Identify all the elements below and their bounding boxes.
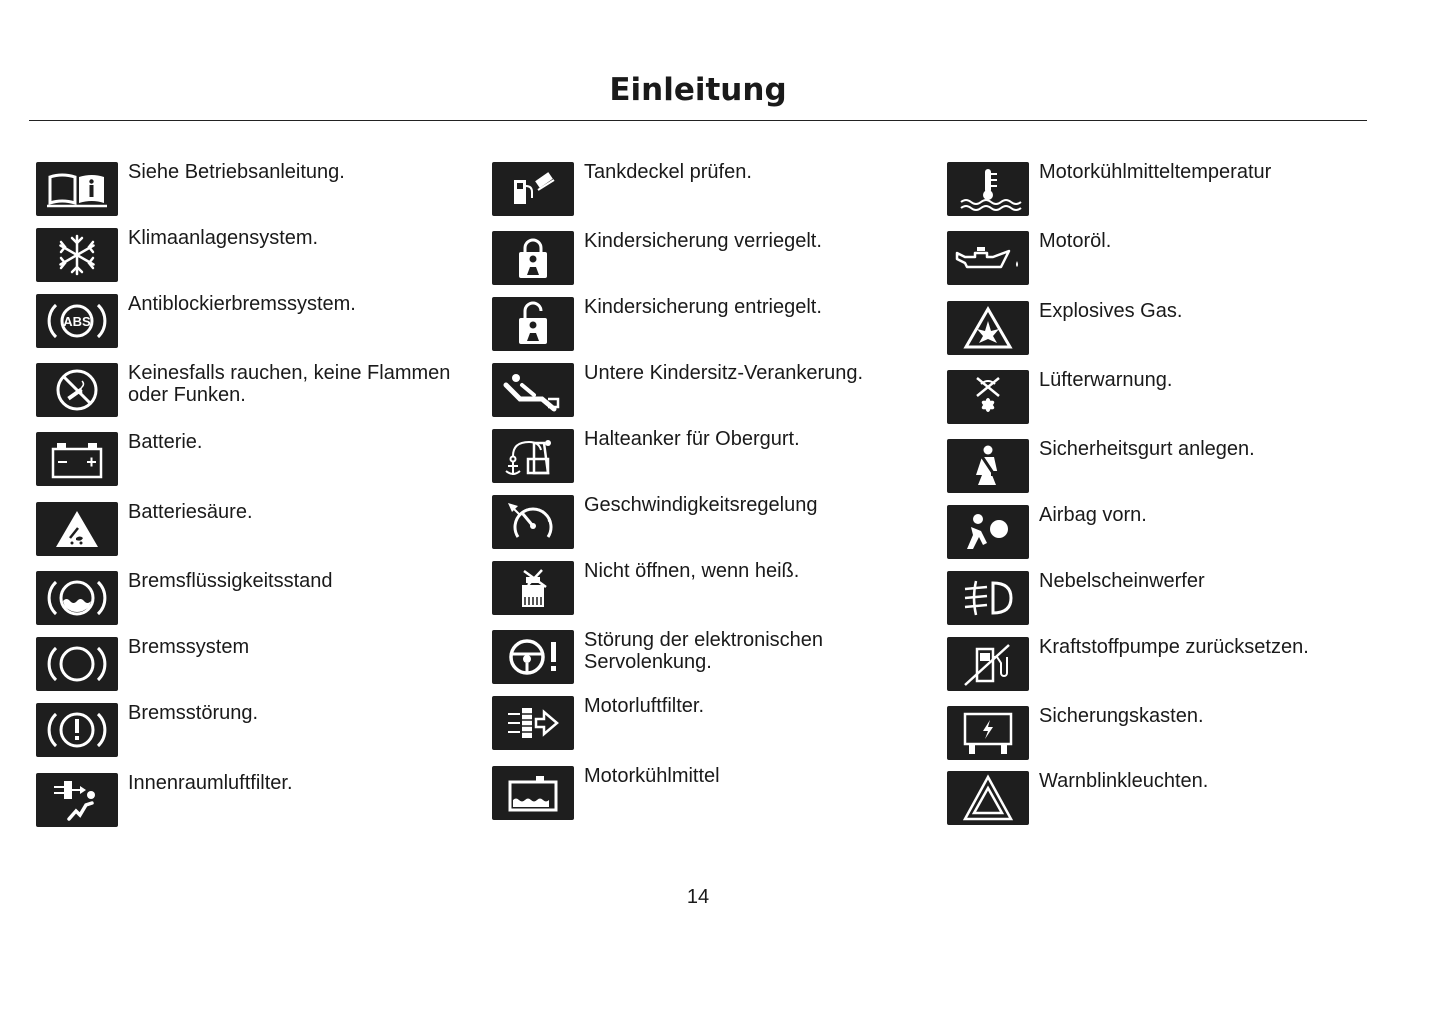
fuel-cap-icon [492, 162, 574, 216]
tether-anchor-icon [492, 429, 574, 483]
do-not-open-hot-icon [492, 561, 574, 615]
battery-acid-icon [36, 502, 118, 556]
symbol-label: Störung der elektronischen Servolenkung. [584, 629, 824, 673]
symbol-label: Tankdeckel prüfen. [584, 161, 752, 183]
page-number: 14 [686, 886, 710, 908]
symbol-column-2 [492, 0, 942, 1019]
coolant-icon [492, 766, 574, 820]
abs-icon-text: ABS [63, 314, 91, 329]
hazard-warning-icon [947, 771, 1029, 825]
symbol-label: Geschwindigkeitsregelung [584, 494, 818, 516]
symbol-label: Kindersicherung entriegelt. [584, 296, 822, 318]
fan-warning-icon [947, 370, 1029, 424]
symbol-label: Motorkühlmitteltemperatur [1039, 161, 1272, 183]
symbol-label: Kraftstoffpumpe zurücksetzen. [1039, 636, 1309, 658]
symbol-column-3 [947, 0, 1397, 1019]
symbol-label: Motorluftfilter. [584, 695, 705, 717]
symbol-label: Motoröl. [1039, 230, 1112, 252]
coolant-temperature-icon [947, 162, 1029, 216]
symbol-label: Motorkühlmittel [584, 765, 720, 787]
oil-can-icon [947, 231, 1029, 285]
cabin-filter-icon [36, 773, 118, 827]
symbol-column-1 [36, 0, 486, 1019]
cruise-control-icon [492, 495, 574, 549]
symbol-label: Sicherungskasten. [1039, 705, 1204, 727]
symbol-label: Lüfterwarnung. [1039, 369, 1173, 391]
explosive-gas-icon [947, 301, 1029, 355]
symbol-label: Kindersicherung verriegelt. [584, 230, 822, 252]
symbol-label: Bremssystem [128, 636, 250, 658]
snowflake-icon [36, 228, 118, 282]
symbol-label: Bremsflüssigkeitsstand [128, 570, 333, 592]
symbol-label: Keinesfalls rauchen, keine Flammen oder Funken. [128, 362, 451, 406]
fog-lamp-icon [947, 571, 1029, 625]
fuel-pump-reset-icon [947, 637, 1029, 691]
symbol-label: Nicht öffnen, wenn heiß. [584, 560, 800, 582]
brake-fluid-icon [36, 571, 118, 625]
manual-icon [36, 162, 118, 216]
fuse-box-icon [947, 706, 1029, 760]
symbol-label: Innenraumluftfilter. [128, 772, 293, 794]
symbol-label: Batteriesäure. [128, 501, 253, 523]
symbol-label: Antiblockierbremssystem. [128, 293, 356, 315]
symbol-label: Airbag vorn. [1039, 504, 1147, 526]
brake-warning-icon [36, 703, 118, 757]
airbag-icon [947, 505, 1029, 559]
symbol-label: Sicherheitsgurt anlegen. [1039, 438, 1255, 460]
child-lock-locked-icon [492, 231, 574, 285]
symbol-label: Explosives Gas. [1039, 300, 1183, 322]
air-filter-icon [492, 696, 574, 750]
symbol-label: Klimaanlagensystem. [128, 227, 319, 249]
symbol-label: Nebelscheinwerfer [1039, 570, 1205, 592]
child-seat-anchor-icon [492, 363, 574, 417]
child-lock-unlocked-icon [492, 297, 574, 351]
symbol-label: Halteanker für Obergurt. [584, 428, 800, 450]
symbol-label: Bremsstörung. [128, 702, 259, 724]
symbol-label: Warnblinkleuchten. [1039, 770, 1209, 792]
brake-system-icon [36, 637, 118, 691]
symbol-label: Untere Kindersitz-Verankerung. [584, 362, 864, 384]
symbol-label: Batterie. [128, 431, 203, 453]
page-title: Einleitung [609, 72, 787, 108]
abs-icon [36, 294, 118, 348]
no-smoking-icon [36, 363, 118, 417]
seatbelt-icon [947, 439, 1029, 493]
power-steering-icon [492, 630, 574, 684]
battery-icon [36, 432, 118, 486]
symbol-label: Siehe Betriebsanleitung. [128, 161, 345, 183]
